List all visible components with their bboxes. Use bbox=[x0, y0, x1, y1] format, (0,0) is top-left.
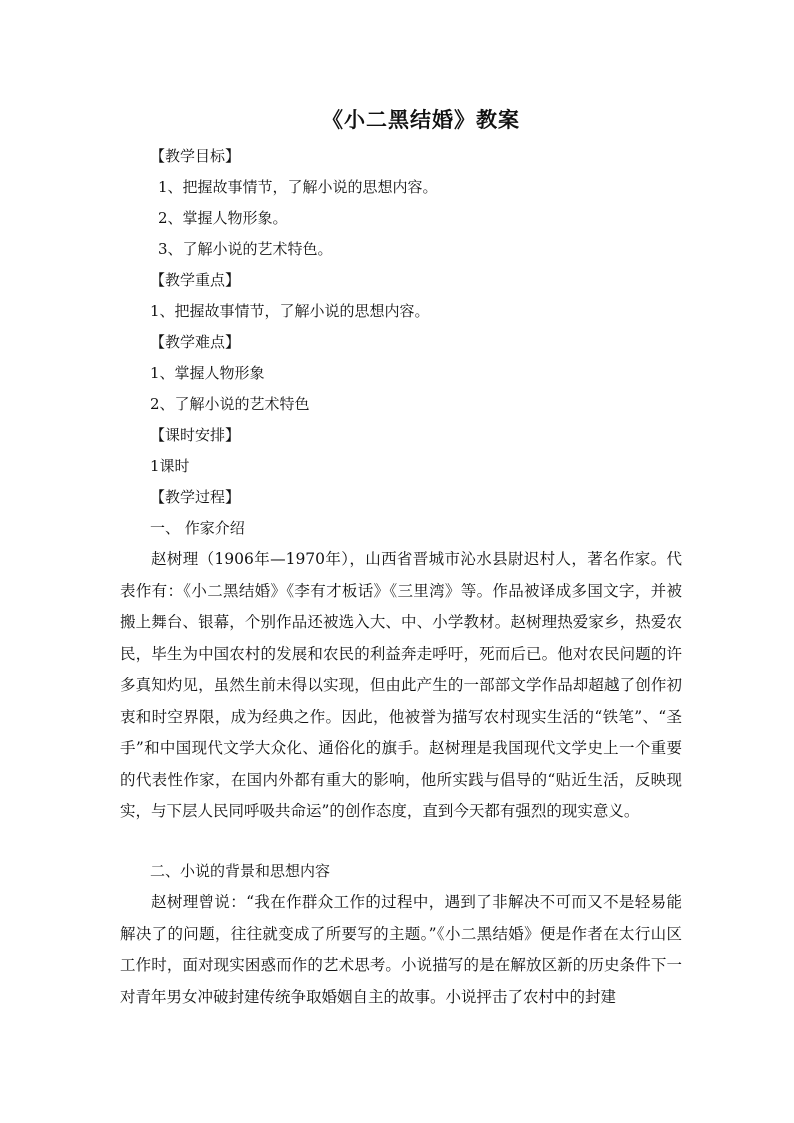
schedule-value: 1课时 bbox=[150, 457, 190, 475]
paragraph-background-content: 赵树理曾说：“我在作群众工作的过程中，遇到了非解决不可而又不是轻易能解决了的问题，往往就变成了所要写的主题。”《小二黑结婚》便是作者在太行山区工作时，面对现实困惑而作的艺术思考。小说描写的是在解放区新的历史条件下一对青年男女冲破封建传统争取婚姻自主的故事。小说抨击了农村中的封建 bbox=[120, 893, 682, 1006]
heading-teaching-goals: 【教学目标】 bbox=[150, 147, 241, 165]
heading-schedule: 【课时安排】 bbox=[150, 426, 241, 444]
key-point-item-1: 1、把握故事情节，了解小说的思想内容。 bbox=[150, 302, 430, 320]
difficult-point-item-1: 1、掌握人物形象 bbox=[150, 364, 265, 382]
heading-difficult-points: 【教学难点】 bbox=[150, 333, 241, 351]
heading-teaching-process: 【教学过程】 bbox=[150, 488, 241, 506]
paragraph-author-intro: 赵树理（1906年—1970年），山西省晋城市沁水县尉迟村人，著名作家。代表作有：《小二黑结婚》《李有才板话》《三里湾》等。作品被译成多国文字，并被搬上舞台、银幕，个别作品还被选入大、中、小学教材。赵树理热爱家乡，热爱农民，毕生为中国农村的发展和农民的利益奔走呼吁，死而后已。他对农民问题的许多真知灼见，虽然生前未得以实现，但由此产生的一部部文学作品却超越了创作初衷和时空界限，成为经典之作。因此，他被誉为描写农村现实生活的“铁笔”、“圣手”和中国现代文学大众化、通俗化的旗手。赵树理是我国现代文学史上一个重要的代表性作家，在国内外都有重大的影响，他所实践与倡导的“贴近生活，反映现实，与下层人民同呼吸共命运”的创作态度，直到今天都有强烈的现实意义。 bbox=[120, 550, 682, 820]
document-title: 《小二黑结婚》教案 bbox=[322, 107, 520, 132]
section-background-content: 二、小说的背景和思想内容 bbox=[150, 862, 331, 880]
goal-item-1: 1、把握故事情节，了解小说的思想内容。 bbox=[158, 178, 438, 196]
difficult-point-item-2: 2、了解小说的艺术特色 bbox=[150, 395, 310, 413]
section-author-intro: 一、 作家介绍 bbox=[150, 519, 245, 537]
goal-item-2: 2、掌握人物形象。 bbox=[158, 209, 288, 227]
goal-item-3: 3、了解小说的艺术特色。 bbox=[158, 240, 333, 258]
heading-key-points: 【教学重点】 bbox=[150, 271, 241, 289]
